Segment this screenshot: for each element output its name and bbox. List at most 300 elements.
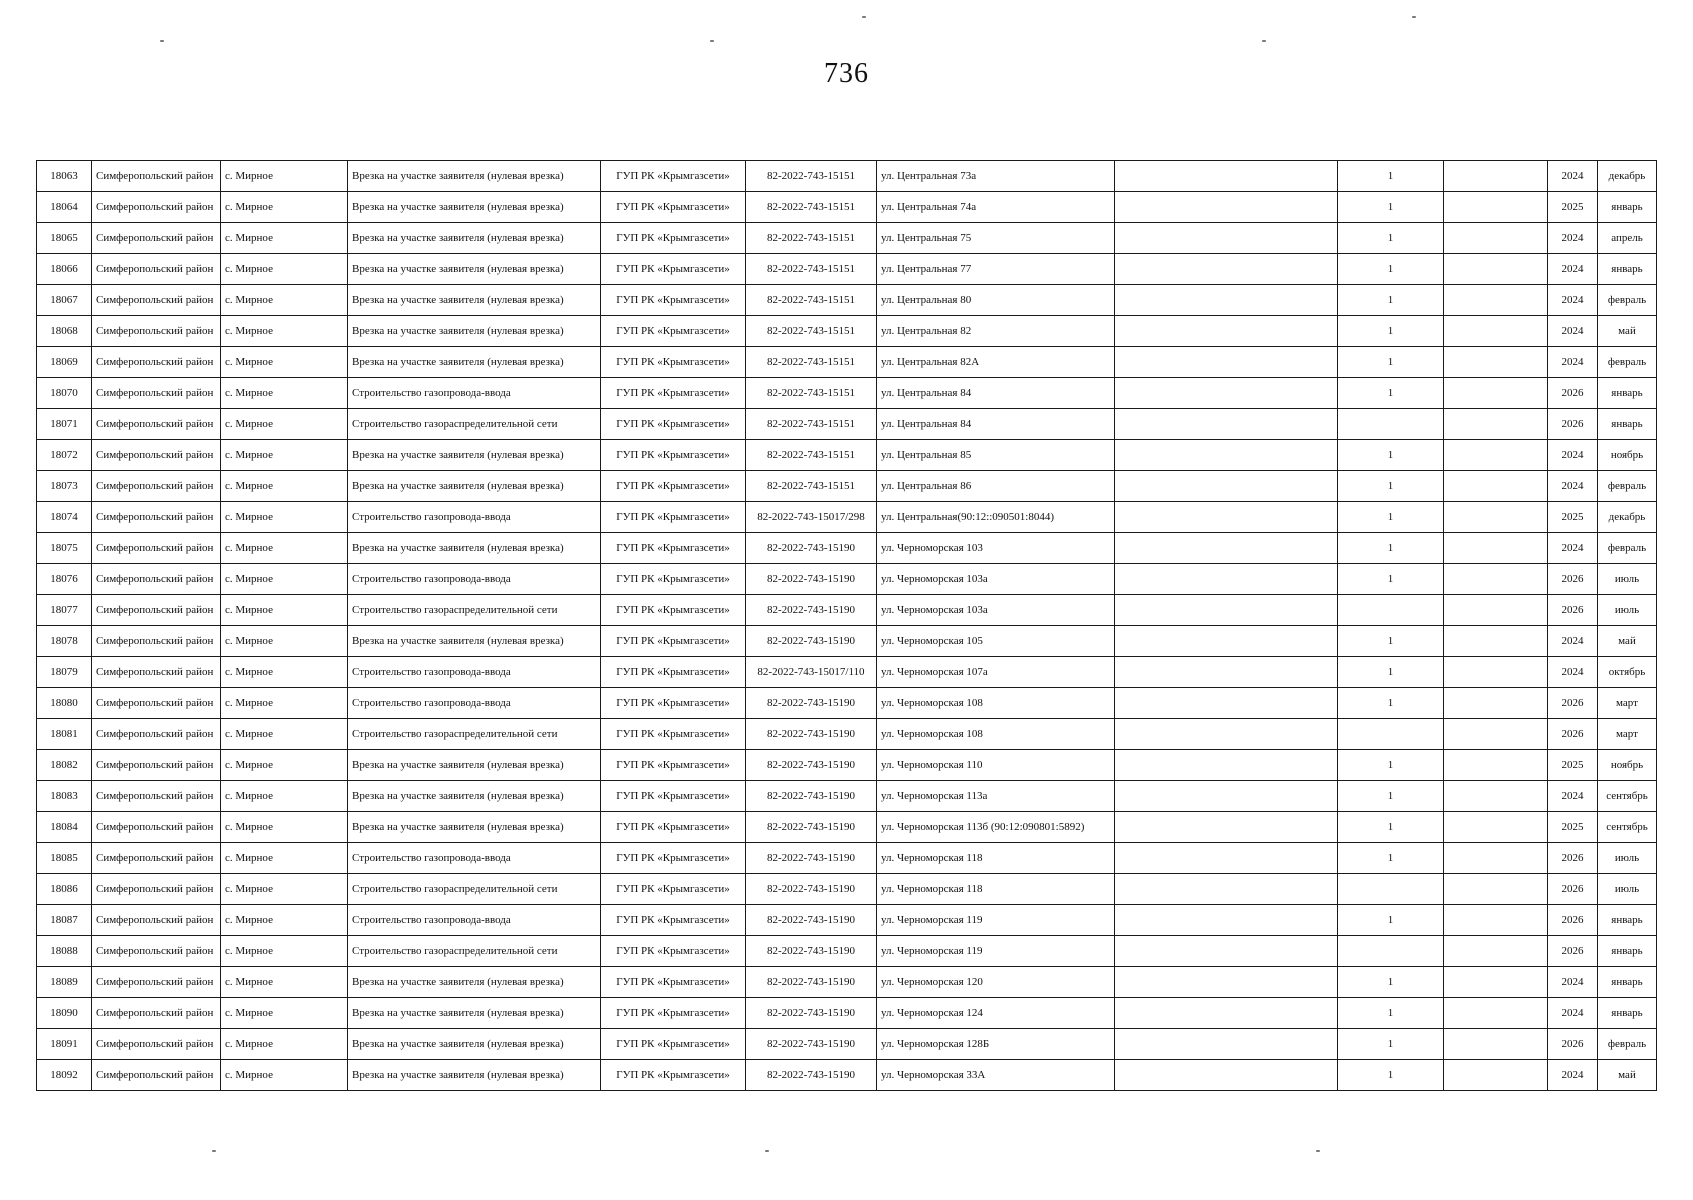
program-code-cell: 82-2022-743-15190 (746, 936, 877, 967)
table-row (37, 1029, 1657, 1060)
blank-cell (1115, 1029, 1338, 1060)
address-cell: ул. Центральная(90:12::090501:8044) (877, 502, 1115, 533)
address-cell: ул. Черноморская 113б (90:12:090801:5892) (877, 812, 1115, 843)
scan-speck (1316, 1150, 1320, 1152)
row-number: 18088 (37, 936, 92, 967)
village-cell: с. Мирное (221, 843, 348, 874)
row-number: 18066 (37, 254, 92, 285)
blank-cell (1444, 378, 1548, 409)
village-cell: с. Мирное (221, 347, 348, 378)
work-type-cell: Врезка на участке заявителя (нулевая врезка) (348, 347, 601, 378)
year-cell: 2024 (1548, 1060, 1598, 1091)
scan-speck (160, 40, 164, 42)
program-code-cell: 82-2022-743-15190 (746, 874, 877, 905)
program-code-cell: 82-2022-743-15190 (746, 967, 877, 998)
program-code-cell: 82-2022-743-15190 (746, 533, 877, 564)
month-cell: сентябрь (1598, 781, 1657, 812)
quantity-cell: 1 (1338, 347, 1444, 378)
year-cell: 2026 (1548, 874, 1598, 905)
organization-cell: ГУП РК «Крымгазсети» (601, 192, 746, 223)
quantity-cell: 1 (1338, 843, 1444, 874)
blank-cell (1444, 719, 1548, 750)
table-row (37, 998, 1657, 1029)
work-type-cell: Врезка на участке заявителя (нулевая врезка) (348, 440, 601, 471)
address-cell: ул. Центральная 85 (877, 440, 1115, 471)
program-code-cell: 82-2022-743-15190 (746, 1029, 877, 1060)
work-type-cell: Строительство газопровода-ввода (348, 657, 601, 688)
village-cell: с. Мирное (221, 378, 348, 409)
address-cell: ул. Черноморская 113а (877, 781, 1115, 812)
blank-cell (1115, 626, 1338, 657)
month-cell: март (1598, 719, 1657, 750)
village-cell: с. Мирное (221, 471, 348, 502)
program-code-cell: 82-2022-743-15190 (746, 905, 877, 936)
district-cell: Симферопольский район (92, 967, 221, 998)
row-number: 18081 (37, 719, 92, 750)
district-cell: Симферопольский район (92, 378, 221, 409)
village-cell: с. Мирное (221, 1029, 348, 1060)
quantity-cell: 1 (1338, 564, 1444, 595)
month-cell: февраль (1598, 533, 1657, 564)
year-cell: 2026 (1548, 378, 1598, 409)
month-cell: декабрь (1598, 161, 1657, 192)
row-number: 18065 (37, 223, 92, 254)
month-cell: апрель (1598, 223, 1657, 254)
quantity-cell: 1 (1338, 471, 1444, 502)
blank-cell (1444, 409, 1548, 440)
program-code-cell: 82-2022-743-15151 (746, 471, 877, 502)
village-cell: с. Мирное (221, 967, 348, 998)
month-cell: февраль (1598, 471, 1657, 502)
month-cell: январь (1598, 905, 1657, 936)
blank-cell (1115, 161, 1338, 192)
work-type-cell: Строительство газопровода-ввода (348, 564, 601, 595)
work-type-cell: Строительство газопровода-ввода (348, 843, 601, 874)
blank-cell (1115, 254, 1338, 285)
scan-speck (212, 1150, 216, 1152)
blank-cell (1444, 440, 1548, 471)
district-cell: Симферопольский район (92, 502, 221, 533)
village-cell: с. Мирное (221, 316, 348, 347)
district-cell: Симферопольский район (92, 161, 221, 192)
address-cell: ул. Черноморская 118 (877, 843, 1115, 874)
work-type-cell: Строительство газопровода-ввода (348, 378, 601, 409)
table-row (37, 347, 1657, 378)
quantity-cell: 1 (1338, 998, 1444, 1029)
village-cell: с. Мирное (221, 254, 348, 285)
quantity-cell: 1 (1338, 440, 1444, 471)
year-cell: 2026 (1548, 688, 1598, 719)
row-number: 18084 (37, 812, 92, 843)
blank-cell (1115, 285, 1338, 316)
blank-cell (1115, 1060, 1338, 1091)
work-type-cell: Врезка на участке заявителя (нулевая врезка) (348, 223, 601, 254)
row-number: 18071 (37, 409, 92, 440)
address-cell: ул. Черноморская 110 (877, 750, 1115, 781)
address-cell: ул. Черноморская 119 (877, 905, 1115, 936)
work-type-cell: Врезка на участке заявителя (нулевая врезка) (348, 254, 601, 285)
blank-cell (1115, 564, 1338, 595)
year-cell: 2026 (1548, 595, 1598, 626)
scan-speck (1262, 40, 1266, 42)
program-code-cell: 82-2022-743-15151 (746, 161, 877, 192)
table-row (37, 440, 1657, 471)
program-code-cell: 82-2022-743-15190 (746, 564, 877, 595)
district-cell: Симферопольский район (92, 781, 221, 812)
organization-cell: ГУП РК «Крымгазсети» (601, 936, 746, 967)
program-code-cell: 82-2022-743-15190 (746, 843, 877, 874)
blank-cell (1444, 657, 1548, 688)
organization-cell: ГУП РК «Крымгазсети» (601, 533, 746, 564)
district-cell: Симферопольский район (92, 812, 221, 843)
organization-cell: ГУП РК «Крымгазсети» (601, 657, 746, 688)
quantity-cell: 1 (1338, 192, 1444, 223)
program-code-cell: 82-2022-743-15151 (746, 347, 877, 378)
blank-cell (1444, 967, 1548, 998)
district-cell: Симферопольский район (92, 471, 221, 502)
month-cell: январь (1598, 967, 1657, 998)
work-type-cell: Врезка на участке заявителя (нулевая врезка) (348, 967, 601, 998)
row-number: 18090 (37, 998, 92, 1029)
table-row (37, 254, 1657, 285)
program-code-cell: 82-2022-743-15151 (746, 440, 877, 471)
address-cell: ул. Черноморская 107а (877, 657, 1115, 688)
village-cell: с. Мирное (221, 812, 348, 843)
page-number: 736 (824, 58, 869, 89)
blank-cell (1444, 223, 1548, 254)
district-cell: Симферопольский район (92, 223, 221, 254)
district-cell: Симферопольский район (92, 936, 221, 967)
blank-cell (1115, 347, 1338, 378)
blank-cell (1444, 936, 1548, 967)
blank-cell (1444, 564, 1548, 595)
month-cell: май (1598, 316, 1657, 347)
month-cell: январь (1598, 936, 1657, 967)
row-number: 18075 (37, 533, 92, 564)
blank-cell (1115, 533, 1338, 564)
organization-cell: ГУП РК «Крымгазсети» (601, 409, 746, 440)
district-cell: Симферопольский район (92, 595, 221, 626)
quantity-cell (1338, 719, 1444, 750)
district-cell: Симферопольский район (92, 626, 221, 657)
village-cell: с. Мирное (221, 874, 348, 905)
scan-speck (765, 1150, 769, 1152)
district-cell: Симферопольский район (92, 285, 221, 316)
address-cell: ул. Центральная 77 (877, 254, 1115, 285)
organization-cell: ГУП РК «Крымгазсети» (601, 750, 746, 781)
quantity-cell: 1 (1338, 626, 1444, 657)
quantity-cell: 1 (1338, 285, 1444, 316)
quantity-cell: 1 (1338, 812, 1444, 843)
program-code-cell: 82-2022-743-15151 (746, 254, 877, 285)
month-cell: декабрь (1598, 502, 1657, 533)
village-cell: с. Мирное (221, 533, 348, 564)
program-code-cell: 82-2022-743-15190 (746, 812, 877, 843)
work-type-cell: Врезка на участке заявителя (нулевая врезка) (348, 285, 601, 316)
village-cell: с. Мирное (221, 223, 348, 254)
work-type-cell: Врезка на участке заявителя (нулевая врезка) (348, 316, 601, 347)
scan-speck (710, 40, 714, 42)
year-cell: 2024 (1548, 471, 1598, 502)
village-cell: с. Мирное (221, 719, 348, 750)
year-cell: 2026 (1548, 905, 1598, 936)
table-row (37, 533, 1657, 564)
table-row (37, 967, 1657, 998)
district-cell: Симферопольский район (92, 905, 221, 936)
row-number: 18089 (37, 967, 92, 998)
quantity-cell: 1 (1338, 750, 1444, 781)
row-number: 18064 (37, 192, 92, 223)
blank-cell (1115, 440, 1338, 471)
scan-speck (862, 16, 866, 18)
year-cell: 2024 (1548, 998, 1598, 1029)
village-cell: с. Мирное (221, 502, 348, 533)
row-number: 18082 (37, 750, 92, 781)
blank-cell (1444, 998, 1548, 1029)
blank-cell (1444, 750, 1548, 781)
district-cell: Симферопольский район (92, 874, 221, 905)
table-row (37, 316, 1657, 347)
organization-cell: ГУП РК «Крымгазсети» (601, 595, 746, 626)
address-cell: ул. Центральная 75 (877, 223, 1115, 254)
organization-cell: ГУП РК «Крымгазсети» (601, 502, 746, 533)
month-cell: февраль (1598, 285, 1657, 316)
address-cell: ул. Черноморская 120 (877, 967, 1115, 998)
blank-cell (1444, 316, 1548, 347)
blank-cell (1115, 874, 1338, 905)
address-cell: ул. Центральная 86 (877, 471, 1115, 502)
organization-cell: ГУП РК «Крымгазсети» (601, 998, 746, 1029)
quantity-cell: 1 (1338, 1060, 1444, 1091)
program-code-cell: 82-2022-743-15151 (746, 223, 877, 254)
table-row (37, 378, 1657, 409)
blank-cell (1444, 1029, 1548, 1060)
year-cell: 2024 (1548, 347, 1598, 378)
row-number: 18070 (37, 378, 92, 409)
address-cell: ул. Центральная 84 (877, 409, 1115, 440)
year-cell: 2024 (1548, 440, 1598, 471)
address-cell: ул. Центральная 84 (877, 378, 1115, 409)
address-cell: ул. Черноморская 105 (877, 626, 1115, 657)
blank-cell (1444, 595, 1548, 626)
quantity-cell (1338, 936, 1444, 967)
village-cell: с. Мирное (221, 626, 348, 657)
month-cell: май (1598, 1060, 1657, 1091)
district-cell: Симферопольский район (92, 1060, 221, 1091)
work-type-cell: Строительство газопровода-ввода (348, 905, 601, 936)
quantity-cell: 1 (1338, 254, 1444, 285)
village-cell: с. Мирное (221, 688, 348, 719)
table-row (37, 471, 1657, 502)
row-number: 18092 (37, 1060, 92, 1091)
work-type-cell: Строительство газораспределительной сети (348, 719, 601, 750)
quantity-cell: 1 (1338, 161, 1444, 192)
row-number: 18091 (37, 1029, 92, 1060)
year-cell: 2026 (1548, 936, 1598, 967)
blank-cell (1444, 471, 1548, 502)
table-row (37, 750, 1657, 781)
blank-cell (1115, 719, 1338, 750)
blank-cell (1115, 657, 1338, 688)
month-cell: июль (1598, 564, 1657, 595)
quantity-cell: 1 (1338, 657, 1444, 688)
row-number: 18068 (37, 316, 92, 347)
blank-cell (1444, 161, 1548, 192)
row-number: 18083 (37, 781, 92, 812)
village-cell: с. Мирное (221, 905, 348, 936)
table-row (37, 936, 1657, 967)
blank-cell (1115, 192, 1338, 223)
village-cell: с. Мирное (221, 936, 348, 967)
row-number: 18076 (37, 564, 92, 595)
blank-cell (1115, 502, 1338, 533)
year-cell: 2026 (1548, 843, 1598, 874)
blank-cell (1115, 905, 1338, 936)
district-cell: Симферопольский район (92, 1029, 221, 1060)
year-cell: 2024 (1548, 316, 1598, 347)
district-cell: Симферопольский район (92, 843, 221, 874)
row-number: 18080 (37, 688, 92, 719)
blank-cell (1115, 812, 1338, 843)
program-code-cell: 82-2022-743-15190 (746, 998, 877, 1029)
blank-cell (1444, 1060, 1548, 1091)
district-cell: Симферопольский район (92, 254, 221, 285)
year-cell: 2024 (1548, 781, 1598, 812)
table-row (37, 781, 1657, 812)
program-code-cell: 82-2022-743-15190 (746, 626, 877, 657)
blank-cell (1115, 595, 1338, 626)
quantity-cell: 1 (1338, 1029, 1444, 1060)
program-code-cell: 82-2022-743-15190 (746, 688, 877, 719)
work-type-cell: Строительство газопровода-ввода (348, 688, 601, 719)
year-cell: 2024 (1548, 285, 1598, 316)
row-number: 18067 (37, 285, 92, 316)
address-cell: ул. Черноморская 118 (877, 874, 1115, 905)
quantity-cell: 1 (1338, 967, 1444, 998)
address-cell: ул. Черноморская 103а (877, 564, 1115, 595)
organization-cell: ГУП РК «Крымгазсети» (601, 378, 746, 409)
registry-table (36, 160, 1657, 1091)
quantity-cell (1338, 595, 1444, 626)
address-cell: ул. Центральная 82 (877, 316, 1115, 347)
district-cell: Симферопольский район (92, 440, 221, 471)
blank-cell (1115, 688, 1338, 719)
month-cell: январь (1598, 998, 1657, 1029)
address-cell: ул. Черноморская 119 (877, 936, 1115, 967)
program-code-cell: 82-2022-743-15151 (746, 285, 877, 316)
quantity-cell: 1 (1338, 316, 1444, 347)
blank-cell (1444, 533, 1548, 564)
table-row (37, 192, 1657, 223)
village-cell: с. Мирное (221, 657, 348, 688)
address-cell: ул. Центральная 73а (877, 161, 1115, 192)
month-cell: январь (1598, 254, 1657, 285)
organization-cell: ГУП РК «Крымгазсети» (601, 316, 746, 347)
work-type-cell: Врезка на участке заявителя (нулевая врезка) (348, 750, 601, 781)
row-number: 18085 (37, 843, 92, 874)
program-code-cell: 82-2022-743-15151 (746, 316, 877, 347)
blank-cell (1115, 409, 1338, 440)
blank-cell (1444, 347, 1548, 378)
table-row (37, 223, 1657, 254)
table-row (37, 161, 1657, 192)
program-code-cell: 82-2022-743-15190 (746, 595, 877, 626)
district-cell: Симферопольский район (92, 409, 221, 440)
village-cell: с. Мирное (221, 161, 348, 192)
blank-cell (1115, 843, 1338, 874)
district-cell: Симферопольский район (92, 688, 221, 719)
organization-cell: ГУП РК «Крымгазсети» (601, 905, 746, 936)
month-cell: ноябрь (1598, 750, 1657, 781)
quantity-cell: 1 (1338, 502, 1444, 533)
quantity-cell: 1 (1338, 781, 1444, 812)
district-cell: Симферопольский район (92, 998, 221, 1029)
district-cell: Симферопольский район (92, 192, 221, 223)
quantity-cell (1338, 409, 1444, 440)
organization-cell: ГУП РК «Крымгазсети» (601, 285, 746, 316)
work-type-cell: Врезка на участке заявителя (нулевая врезка) (348, 1029, 601, 1060)
quantity-cell (1338, 874, 1444, 905)
district-cell: Симферопольский район (92, 564, 221, 595)
month-cell: июль (1598, 843, 1657, 874)
table-row (37, 719, 1657, 750)
program-code-cell: 82-2022-743-15190 (746, 1060, 877, 1091)
blank-cell (1115, 316, 1338, 347)
row-number: 18073 (37, 471, 92, 502)
district-cell: Симферопольский район (92, 719, 221, 750)
address-cell: ул. Черноморская 103а (877, 595, 1115, 626)
work-type-cell: Строительство газопровода-ввода (348, 502, 601, 533)
village-cell: с. Мирное (221, 781, 348, 812)
row-number: 18072 (37, 440, 92, 471)
table-row (37, 843, 1657, 874)
year-cell: 2024 (1548, 626, 1598, 657)
organization-cell: ГУП РК «Крымгазсети» (601, 347, 746, 378)
table-row (37, 595, 1657, 626)
year-cell: 2024 (1548, 254, 1598, 285)
month-cell: февраль (1598, 1029, 1657, 1060)
year-cell: 2024 (1548, 657, 1598, 688)
month-cell: июль (1598, 595, 1657, 626)
district-cell: Симферопольский район (92, 316, 221, 347)
work-type-cell: Врезка на участке заявителя (нулевая врезка) (348, 533, 601, 564)
work-type-cell: Строительство газораспределительной сети (348, 409, 601, 440)
month-cell: март (1598, 688, 1657, 719)
district-cell: Симферопольский район (92, 347, 221, 378)
village-cell: с. Мирное (221, 750, 348, 781)
organization-cell: ГУП РК «Крымгазсети» (601, 719, 746, 750)
table-row (37, 657, 1657, 688)
row-number: 18079 (37, 657, 92, 688)
blank-cell (1115, 936, 1338, 967)
blank-cell (1115, 967, 1338, 998)
year-cell: 2025 (1548, 750, 1598, 781)
work-type-cell: Врезка на участке заявителя (нулевая врезка) (348, 812, 601, 843)
village-cell: с. Мирное (221, 998, 348, 1029)
month-cell: январь (1598, 192, 1657, 223)
village-cell: с. Мирное (221, 192, 348, 223)
blank-cell (1444, 192, 1548, 223)
table-row (37, 502, 1657, 533)
village-cell: с. Мирное (221, 1060, 348, 1091)
blank-cell (1444, 843, 1548, 874)
quantity-cell: 1 (1338, 688, 1444, 719)
blank-cell (1444, 688, 1548, 719)
table-row (37, 1060, 1657, 1091)
district-cell: Симферопольский район (92, 657, 221, 688)
row-number: 18074 (37, 502, 92, 533)
year-cell: 2025 (1548, 502, 1598, 533)
